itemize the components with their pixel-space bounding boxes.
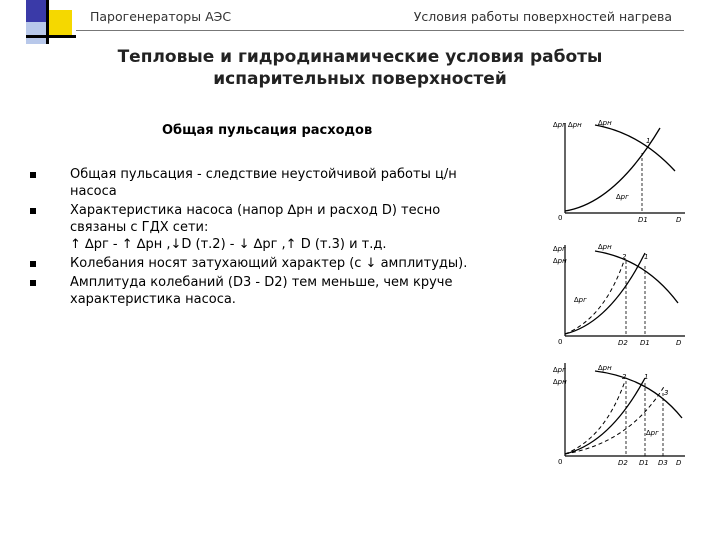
fig1-origin: 0 <box>558 214 563 222</box>
fig1-ylabel: ∆pг ∆pн <box>553 121 582 129</box>
slide-title-line1: Тепловые и гидродинамические условия работы <box>117 47 603 67</box>
bullet-text: Колебания носят затухающий характер (с ↓ амплитуды). <box>70 256 468 271</box>
fig2-tick-d1: D1 <box>640 339 650 347</box>
header-divider <box>76 30 684 31</box>
decor-blue-square <box>26 0 48 22</box>
fig2-ylabel-1: ∆pг <box>553 245 566 253</box>
fig2-ylabel-2: ∆pн <box>553 257 567 265</box>
fig3-point-3: 3 <box>664 389 669 397</box>
fig3-network-curve-2 <box>565 381 625 454</box>
fig1-tick-d1: D1 <box>638 216 648 224</box>
fig2-network-curve-1 <box>565 253 645 334</box>
fig1-point-label: 1 <box>646 137 651 145</box>
decor-yellow-square <box>48 10 72 36</box>
fig3-origin: 0 <box>558 458 563 466</box>
header-course-title: Парогенераторы АЭС <box>90 9 232 24</box>
decor-horizontal-line <box>26 35 76 38</box>
fig3-ylabel-2: ∆pн <box>553 378 567 386</box>
fig2-pump-curve <box>595 251 678 303</box>
fig3-pump-curve <box>595 371 682 418</box>
bullet-text: Общая пульсация - следствие неустойчивой работы ц/н <box>70 167 457 182</box>
fig3-tick-d1: D1 <box>639 459 649 467</box>
list-item <box>30 166 540 200</box>
fig3-ylabel-1: ∆pг <box>553 366 566 374</box>
fig3-network-curve-3 <box>565 385 665 454</box>
header-section-title: Условия работы поверхностей нагрева <box>413 9 672 24</box>
list-item <box>30 274 540 308</box>
fig2-xaxis-label: D <box>676 339 682 347</box>
fig3-xaxis-label: D <box>676 459 682 467</box>
fig2-tick-d2: D2 <box>618 339 628 347</box>
fig3-network-curve-1 <box>565 378 645 454</box>
fig3-pump-label: ∆pн <box>598 364 612 372</box>
bullet-text: Характеристика насоса (напор ∆pн и расход D) тесно <box>70 203 441 218</box>
bullet-marker <box>30 261 36 267</box>
fig2-point-2: 2 <box>622 253 627 261</box>
fig2-origin: 0 <box>558 338 563 346</box>
bullet-marker <box>30 280 36 286</box>
bullet-marker <box>30 172 36 178</box>
fig2-point-1: 1 <box>644 253 649 261</box>
fig2-network-label: ∆pг <box>574 296 587 304</box>
fig3-tick-d3: D3 <box>658 459 668 467</box>
bullet-text: ↑ ∆pг - ↑ ∆pн ,↓D (т.2) - ↓ ∆pг ,↑ D (т.3) и т.д. <box>70 237 387 252</box>
fig1-network-label: ∆pг <box>616 193 629 201</box>
bullet-list <box>30 166 540 310</box>
bullet-text: насоса <box>70 184 117 199</box>
fig3-tick-d2: D2 <box>618 459 628 467</box>
slide-title <box>80 46 640 90</box>
fig3-point-1: 1 <box>644 373 649 381</box>
decor-lightblue-square <box>26 22 48 44</box>
fig2-pump-label: ∆pн <box>598 243 612 251</box>
list-item <box>30 255 540 272</box>
slide-subtitle: Общая пульсация расходов <box>162 123 373 138</box>
list-item <box>30 202 540 253</box>
bullet-text: характеристика насоса. <box>70 292 236 307</box>
fig1-xaxis-label: D <box>676 216 682 224</box>
fig1-pump-label: ∆pн <box>598 119 612 127</box>
characteristics-figures <box>550 113 700 485</box>
slide-title-line2: испарительных поверхностей <box>213 69 507 89</box>
bullet-text: связаны с ГДХ сети: <box>70 220 209 235</box>
bullet-marker <box>30 208 36 214</box>
fig3-network-label: ∆pг <box>646 429 659 437</box>
bullet-text: Амплитуда колебаний (D3 - D2) тем меньше, чем круче <box>70 275 453 290</box>
fig3-point-2: 2 <box>622 373 627 381</box>
